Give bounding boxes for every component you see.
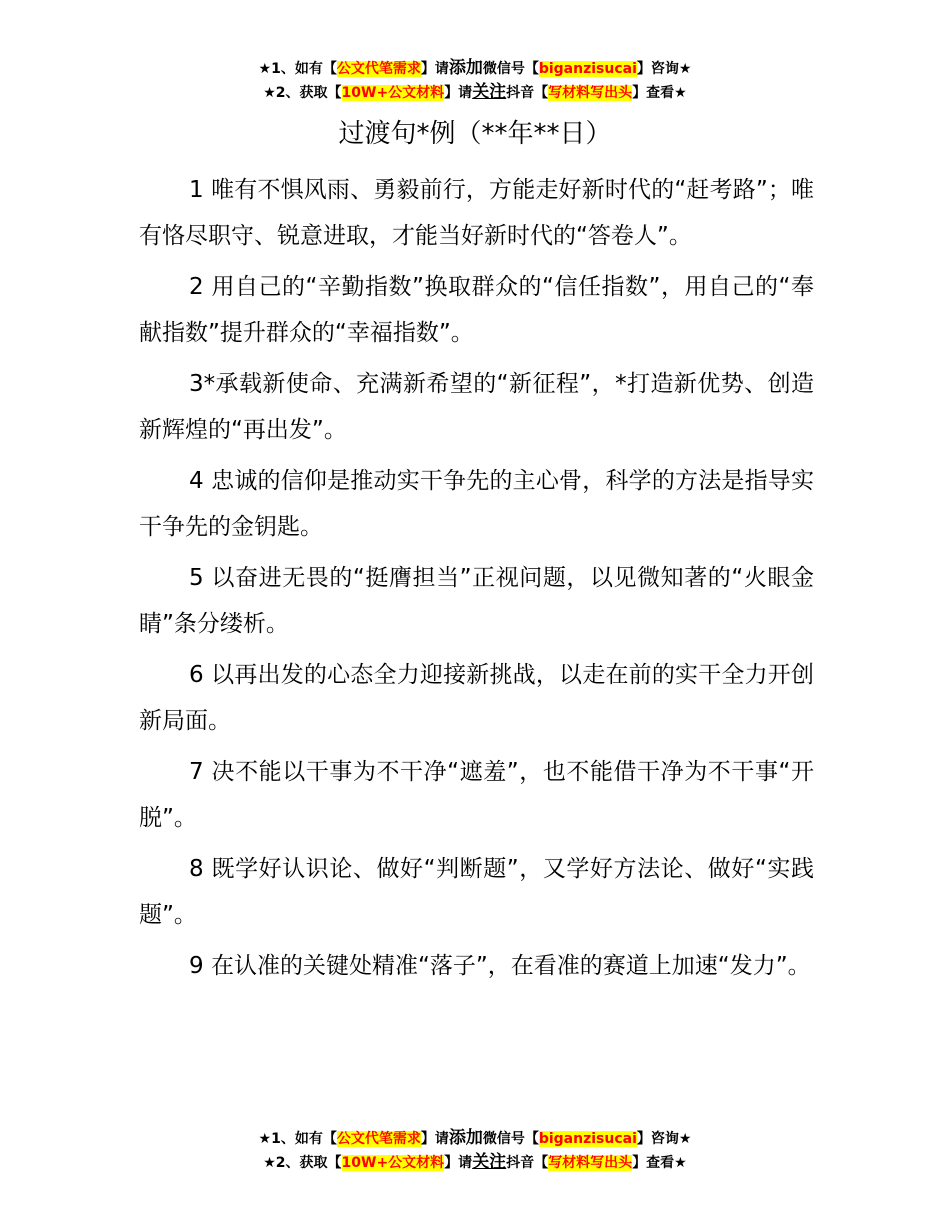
promo-text: 】查看★ xyxy=(632,85,687,101)
document-body xyxy=(139,168,814,996)
promo-line-1 xyxy=(0,57,950,81)
promo-emphasis: 关注 xyxy=(472,1152,507,1172)
promo-highlight: 10W+公文材料 xyxy=(341,85,445,101)
promo-text: 】请 xyxy=(420,61,449,77)
paragraph-8: 8 既学好认识论、做好“判断题”，又学好方法论、做好“实践题”。 xyxy=(139,856,814,928)
paragraph-3: 3*承载新使命、充满新希望的“新征程”，*打造新优势、创造新辉煌的“再出发”。 xyxy=(139,371,814,443)
promo-highlight: 10W+公文材料 xyxy=(341,1155,445,1171)
paragraph-5: 5 以奋进无畏的“挺膺担当”正视问题，以见微知著的“火眼金睛”条分缕析。 xyxy=(139,565,814,637)
promo-text: 抖音【 xyxy=(506,1155,549,1171)
promo-text: 】请 xyxy=(444,1155,473,1171)
paragraph-2: 2 用自己的“辛勤指数”换取群众的“信任指数”，用自己的“奉献指数”提升群众的“幸福指数”。 xyxy=(139,274,814,346)
promo-text: 】咨询★ xyxy=(636,1131,692,1147)
promo-text: ★1、如有【 xyxy=(258,1131,337,1147)
promo-highlight: 写材料写出头 xyxy=(548,1155,633,1171)
promo-text: ★2、获取【 xyxy=(263,85,342,101)
promo-text: 】请 xyxy=(420,1131,449,1147)
promo-text: 抖音【 xyxy=(506,85,549,101)
footer-promo-banner xyxy=(0,1127,950,1175)
promo-text: 微信号【 xyxy=(482,1131,539,1147)
promo-highlight: biganzisucai xyxy=(538,1131,637,1147)
promo-emphasis: 关注 xyxy=(472,82,507,102)
promo-line-1 xyxy=(0,1127,950,1151)
header-promo-banner xyxy=(0,57,950,105)
promo-text: 】咨询★ xyxy=(636,61,692,77)
promo-line-2 xyxy=(0,1151,950,1175)
promo-highlight: 写材料写出头 xyxy=(548,85,633,101)
promo-highlight: 公文代笔需求 xyxy=(336,1131,421,1147)
promo-line-2 xyxy=(0,81,950,105)
promo-text: ★1、如有【 xyxy=(258,61,337,77)
paragraph-7: 7 决不能以干事为不干净“遮羞”，也不能借干净为不干事“开脱”。 xyxy=(139,759,814,831)
paragraph-4: 4 忠诚的信仰是推动实干争先的主心骨，科学的方法是指导实干争先的金钥匙。 xyxy=(139,468,814,540)
paragraph-6: 6 以再出发的心态全力迎接新挑战，以走在前的实干全力开创新局面。 xyxy=(139,662,814,734)
promo-text: ★2、获取【 xyxy=(263,1155,342,1171)
document-title: 过渡句*例（**年**日） xyxy=(338,119,612,149)
promo-highlight: biganzisucai xyxy=(538,61,637,77)
promo-emphasis: 添加 xyxy=(448,1128,483,1148)
promo-emphasis: 添加 xyxy=(448,58,483,78)
promo-text: 】请 xyxy=(444,85,473,101)
promo-text: 】查看★ xyxy=(632,1155,687,1171)
paragraph-9: 9 在认准的关键处精准“落子”，在看准的赛道上加速“发力”。 xyxy=(189,953,811,979)
promo-highlight: 公文代笔需求 xyxy=(336,61,421,77)
promo-text: 微信号【 xyxy=(482,61,539,77)
paragraph-1: 1 唯有不惧风雨、勇毅前行，方能走好新时代的“赶考路”；唯有恪尽职守、锐意进取，才能当好新时代的“答卷人”。 xyxy=(139,177,814,249)
